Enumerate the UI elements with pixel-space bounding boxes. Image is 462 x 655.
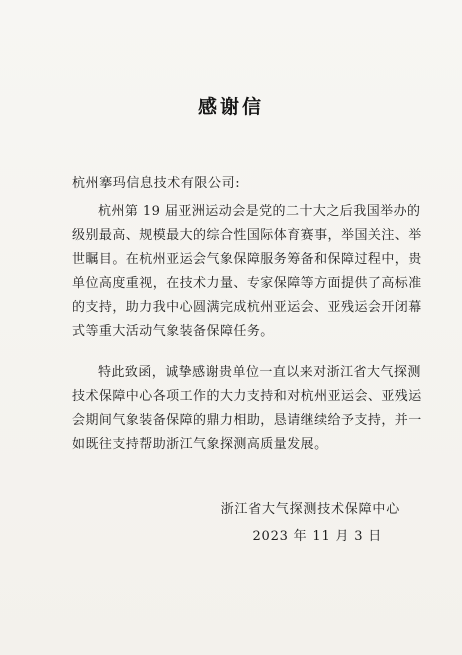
signature-organization: 浙江省大气探测技术保障中心 (220, 502, 400, 517)
salutation: 杭州搴玛信息技术有限公司: (72, 176, 241, 191)
paragraph2-line: 会期间气象装备保障的鼎力相助，恳请继续给予支持，并一 (72, 413, 422, 428)
letter-date: 2023 年 11 月 3 日 (252, 529, 382, 544)
paragraph1-line: 的支持，助力我中心圆满完成杭州亚运会、亚残运会开闭幕 (72, 300, 422, 315)
paragraph2-line: 如既往支持帮助浙江气象探测高质量发展。 (72, 437, 328, 452)
paragraph2-line: 技术保障中心各项工作的大力支持和对杭州亚运会、亚残运 (72, 389, 422, 404)
paragraph1-line: 单位高度重视，在技术力量、专家保障等方面提供了高标准 (72, 276, 422, 291)
paragraph2-line: 特此致函，诚挚感谢贵单位一直以来对浙江省大气探测 (98, 365, 421, 380)
paragraph1-line: 式等重大活动气象装备保障任务。 (72, 324, 274, 339)
paragraph1-line: 级别最高、规模最大的综合性国际体育赛事，举国关注、举 (72, 228, 422, 243)
letter-title: 感谢信 (197, 96, 264, 118)
paragraph1-line: 世瞩目。在杭州亚运会气象保障服务筹备和保障过程中，贵 (72, 252, 422, 267)
paragraph1-line: 杭州第 19 届亚洲运动会是党的二十大之后我国举办的 (98, 204, 421, 219)
